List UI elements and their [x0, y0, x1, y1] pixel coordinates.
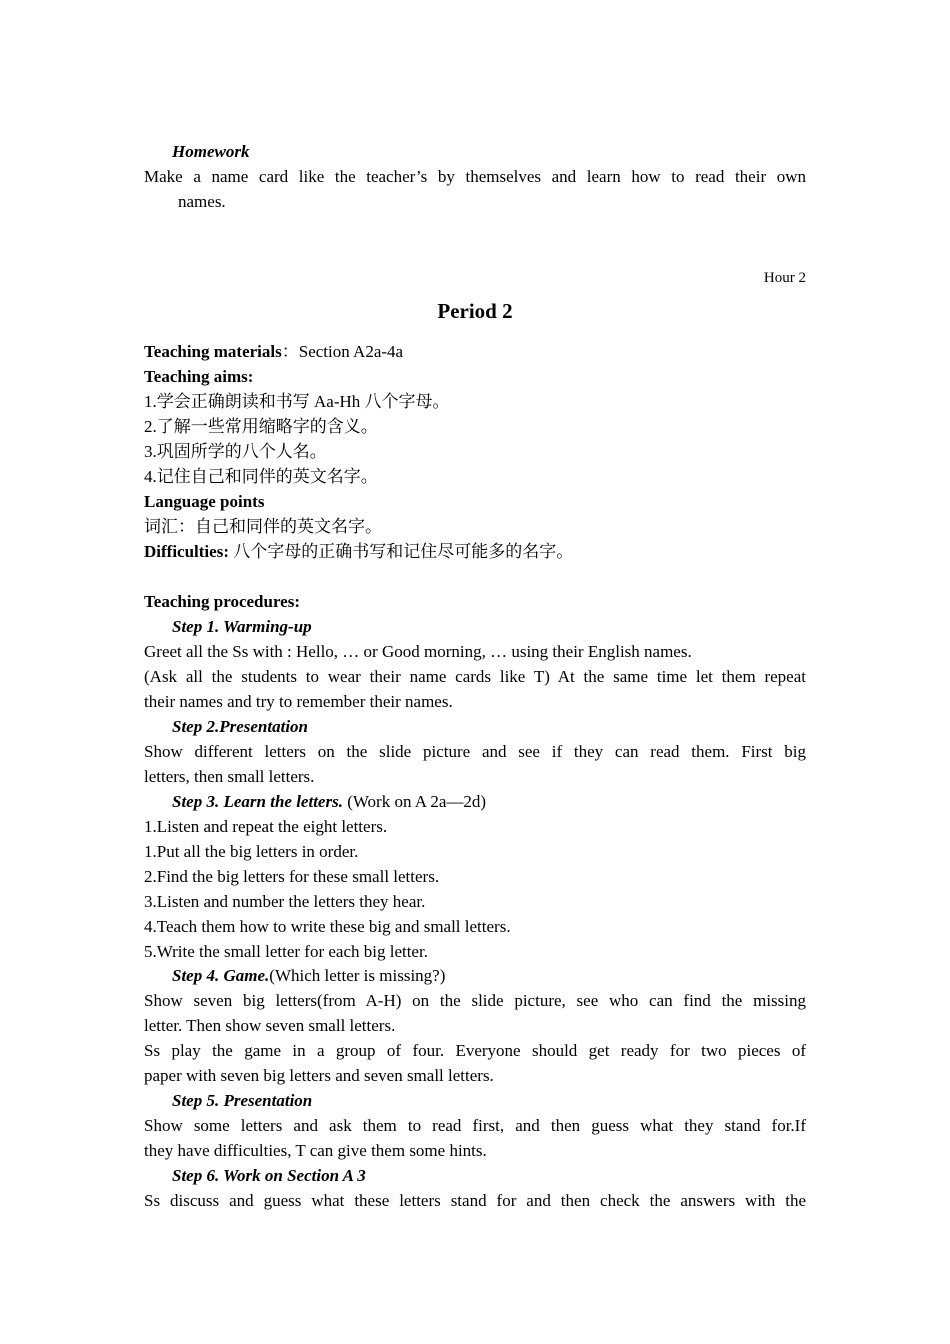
step-1-title: Step 1. Warming-up — [172, 617, 312, 636]
step-4-line: Ss play the game in a group of four. Everyone should get ready for two pieces of — [144, 1041, 806, 1060]
aim-item: 1.学会正确朗读和书写 Aa-Hh 八个字母。 — [144, 392, 450, 411]
step-1-line: their names and try to remember their names. — [144, 692, 453, 711]
step-3-item: 4.Teach them how to write these big and small letters. — [144, 917, 511, 936]
step-1-line: Greet all the Ss with : Hello, … or Good morning, … using their English names. — [144, 642, 692, 661]
aim-item: 2.了解一些常用缩略字的含义。 — [144, 417, 378, 436]
step-4-line: letter. Then show seven small letters. — [144, 1016, 396, 1035]
language-points-heading: Language points — [144, 492, 265, 511]
period-title: Period 2 — [437, 299, 513, 323]
teaching-materials — [144, 339, 806, 364]
materials-label: Teaching materials — [144, 342, 282, 361]
difficulties — [144, 539, 806, 564]
step-3-item: 2.Find the big letters for these small letters. — [144, 867, 440, 886]
homework-heading: Homework — [172, 142, 250, 161]
homework-line-1: Make a name card like the teacher’s by themselves and learn how to read their own — [144, 167, 806, 186]
homework-line-2: names. — [178, 192, 226, 211]
step-3-item: 1.Listen and repeat the eight letters. — [144, 817, 388, 836]
step-5-line: Show some letters and ask them to read first, and then guess what they stand for.If — [144, 1116, 806, 1135]
step-3-heading — [144, 789, 834, 814]
procedures-heading: Teaching procedures: — [144, 592, 301, 611]
step-3-item: 1.Put all the big letters in order. — [144, 842, 359, 861]
step-3-item: 3.Listen and number the letters they hear. — [144, 892, 426, 911]
materials-value: Section A2a-4a — [298, 342, 404, 361]
teaching-aims-heading: Teaching aims: — [144, 367, 254, 386]
vocabulary-line: 词汇：自己和同伴的英文名字。 — [144, 517, 382, 536]
difficulties-value: 八个字母的正确书写和记住尽可能多的名字。 — [233, 542, 574, 561]
step-3-item: 5.Write the small letter for each big letter. — [144, 942, 428, 961]
step-6-title: Step 6. Work on Section A 3 — [172, 1166, 366, 1185]
step-5-line: they have difficulties, T can give them some hints. — [144, 1141, 487, 1160]
aim-item: 3.巩固所学的八个人名。 — [144, 442, 327, 461]
step-2-line: Show different letters on the slide picture and see if they can read them. First big — [144, 742, 806, 761]
step-3-note: (Work on A 2a—2d) — [342, 792, 487, 811]
materials-separator: ： — [281, 342, 299, 361]
step-4-title: Step 4. Game. — [172, 966, 270, 985]
step-3-title: Step 3. Learn the letters. — [172, 792, 343, 811]
hour-label: Hour 2 — [763, 270, 806, 286]
step-2-line: letters, then small letters. — [144, 767, 315, 786]
step-6-line: Ss discuss and guess what these letters stand for and then check the answers with the — [144, 1191, 806, 1210]
step-2-title: Step 2.Presentation — [172, 717, 309, 736]
step-5-title: Step 5. Presentation — [172, 1091, 313, 1110]
step-4-line: Show seven big letters(from A-H) on the slide picture, see who can find the missing — [144, 991, 806, 1010]
aim-item: 4.记住自己和同伴的英文名字。 — [144, 467, 378, 486]
step-1-line: (Ask all the students to wear their name cards like T) At the same time let them repeat — [144, 667, 806, 686]
step-4-note: (Which letter is missing?) — [269, 966, 446, 985]
step-4-heading — [144, 963, 834, 988]
difficulties-label: Difficulties: — [144, 542, 229, 561]
step-4-line: paper with seven big letters and seven small letters. — [144, 1066, 494, 1085]
